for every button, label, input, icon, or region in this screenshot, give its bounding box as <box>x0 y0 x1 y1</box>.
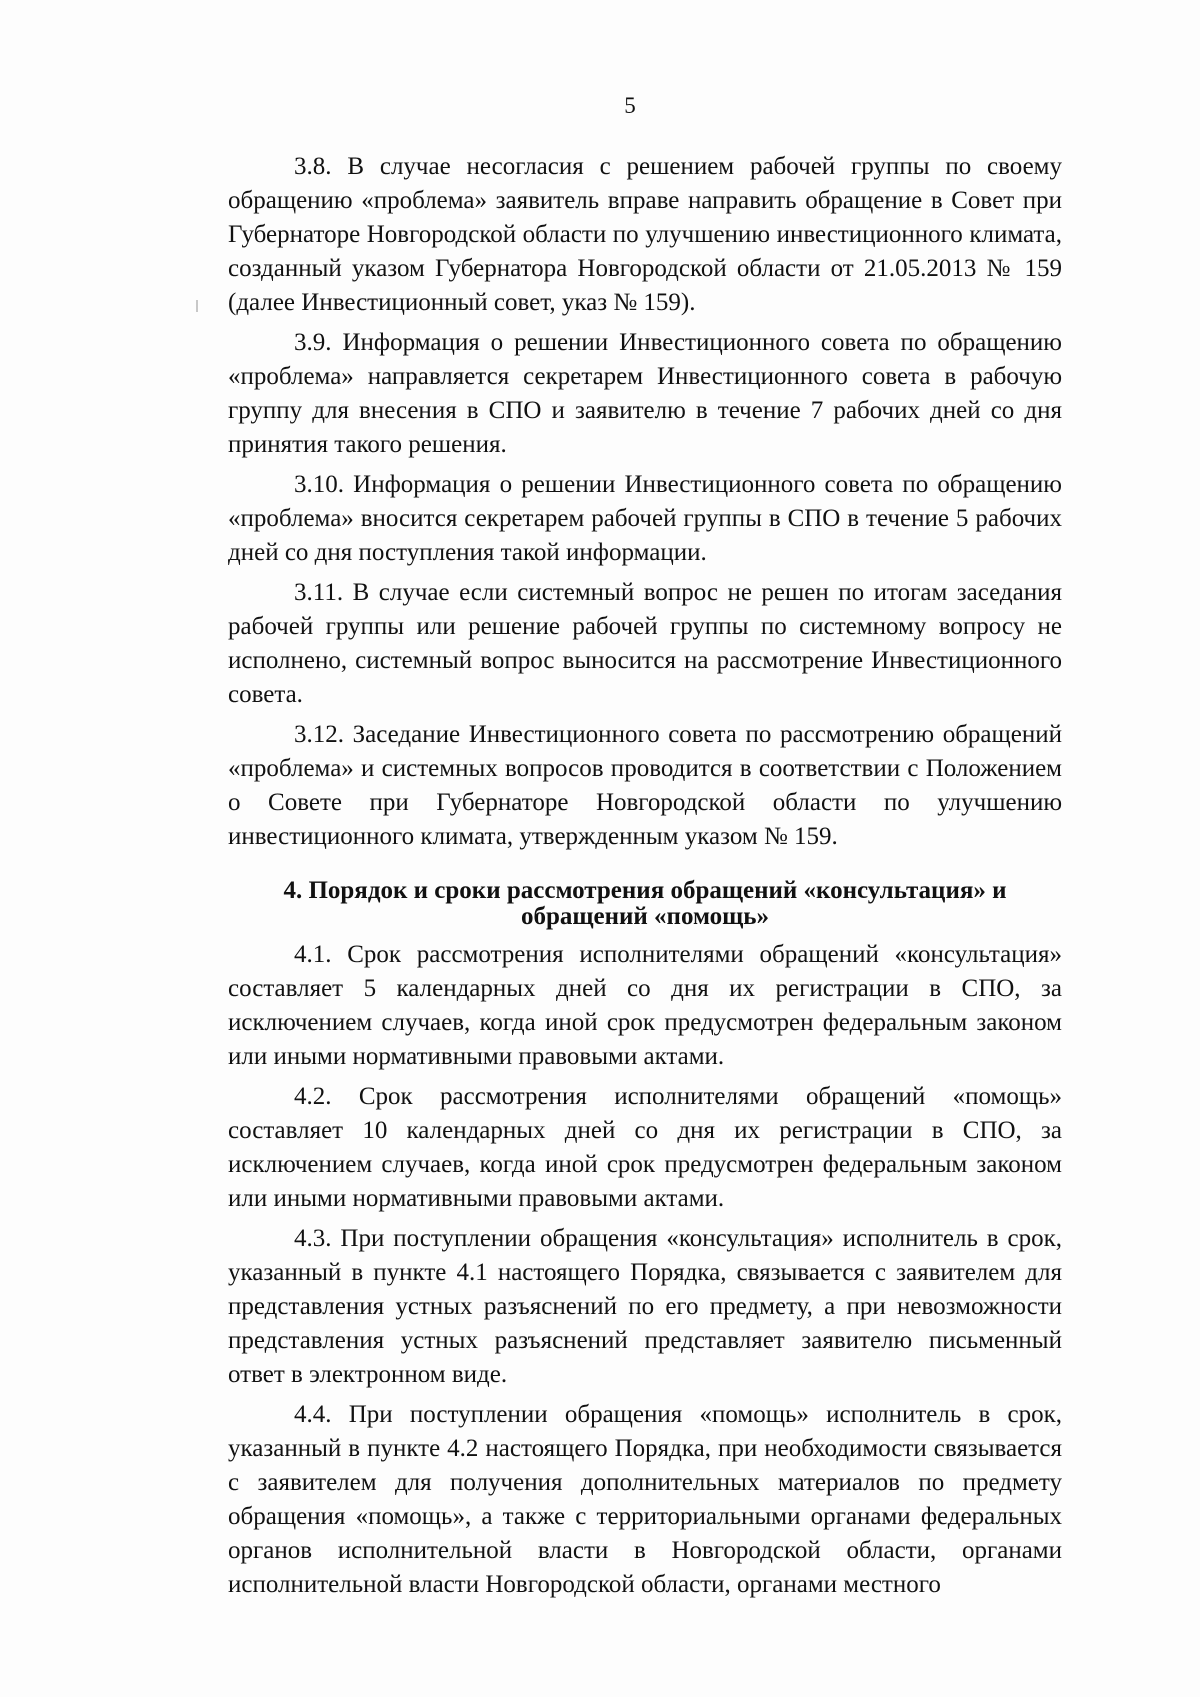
paragraph-4-2: 4.2. Срок рассмотрения исполнителями обращений «помощь» составляет 10 календарных дней со дня их регистрации в СПО, за исключением случаев, когда иной срок предусмотрен федеральным законом или иными нормативными правовыми актами. <box>228 1083 1062 1212</box>
paragraph-3-12: 3.12. Заседание Инвестиционного совета по рассмотрению обращений «проблема» и системных вопросов проводится в соответствии с Положением о Совете при Губернаторе Новгородской области по улучшению инвестиционного климата, утвержденным указом № 159. <box>228 721 1062 850</box>
paragraph-4-3: 4.3. При поступлении обращения «консультация» исполнитель в срок, указанный в пункте 4.1 настоящего Порядка, связывается с заявителем для представления устных разъяснений по его предмету, а при невозможности представления устных разъяснений представляет заявителю письменный ответ в электронном виде. <box>228 1225 1062 1388</box>
page-number: 5 <box>624 93 636 118</box>
document-body <box>228 150 1062 1608</box>
paragraph-4-4: 4.4. При поступлении обращения «помощь» исполнитель в срок, указанный в пункте 4.2 настоящего Порядка, при необходимости связывается с заявителем для получения дополнительных материалов по предмету обращения «помощь», а также с территориальными органами федеральных органов исполнительной власти в Новгородской области, органами исполнительной власти Новгородской области, органами местного <box>228 1401 1062 1598</box>
paragraph-3-8: 3.8. В случае несогласия с решением рабочей группы по своему обращению «проблема» заявитель вправе направить обращение в Совет при Губернаторе Новгородской области по улучшению инвестиционного климата, созданный указом Губернатора Новгородской области от 21.05.2013 № 159 (далее Инвестиционный совет, указ № 159). <box>228 153 1062 316</box>
paragraph-4-1: 4.1. Срок рассмотрения исполнителями обращений «консультация» составляет 5 календарных дней со дня их регистрации в СПО, за исключением случаев, когда иной срок предусмотрен федеральным законом или иными нормативными правовыми актами. <box>228 941 1062 1070</box>
section-4-heading: 4. Порядок и сроки рассмотрения обращений «консультация» и обращений «помощь» <box>283 877 1007 930</box>
paragraph-3-11: 3.11. В случае если системный вопрос не решен по итогам заседания рабочей группы или решение рабочей группы по системному вопросу не исполнено, системный вопрос выносится на рассмотрение Инвестиционного совета. <box>228 579 1062 708</box>
paragraph-3-9: 3.9. Информация о решении Инвестиционного совета по обращению «проблема» направляется секретарем Инвестиционного совета в рабочую группу для внесения в СПО и заявителю в течение 7 рабочих дней со дня принятия такого решения. <box>228 329 1062 458</box>
scan-artifact <box>196 300 198 312</box>
paragraph-3-10: 3.10. Информация о решении Инвестиционного совета по обращению «проблема» вносится секретарем рабочей группы в СПО в течение 5 рабочих дней со дня поступления такой информации. <box>228 471 1062 566</box>
